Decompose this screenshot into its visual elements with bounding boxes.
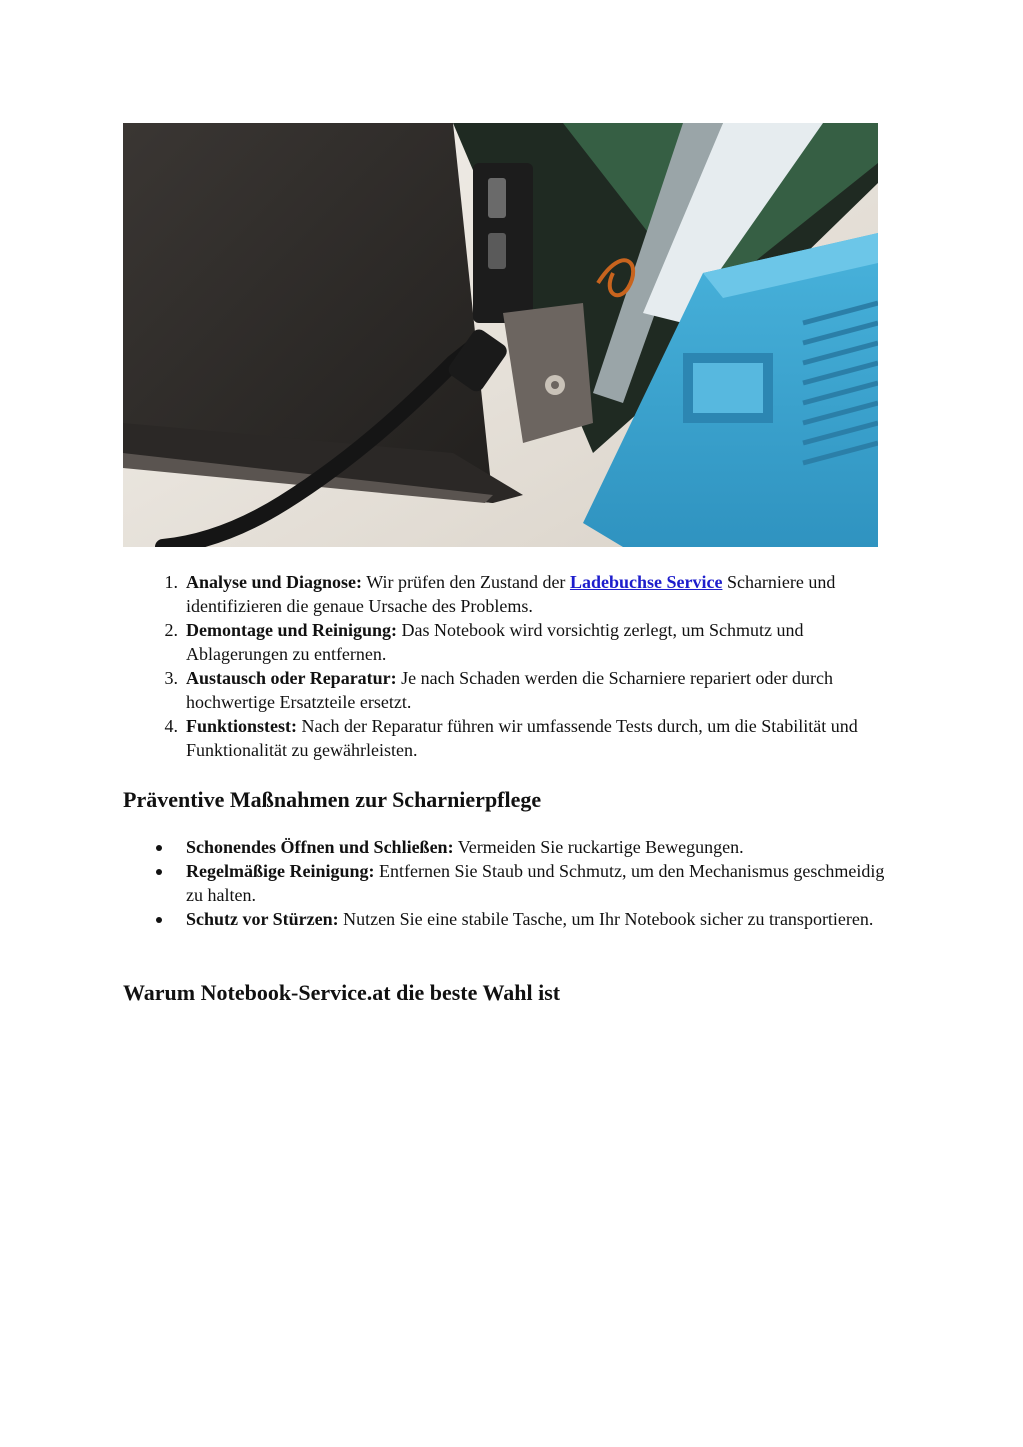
prevention-heading: Präventive Maßnahmen zur Scharnierpflege xyxy=(123,787,542,812)
list-item xyxy=(123,570,903,618)
prevention-list xyxy=(123,835,903,931)
bullet-icon xyxy=(156,869,162,875)
step-title: Demontage und Reinigung: xyxy=(186,620,398,640)
bullet-icon xyxy=(156,845,162,851)
bullet-text: Vermeiden Sie ruckartige Bewegungen. xyxy=(453,837,744,857)
bullet-title: Schonendes Öffnen und Schließen: xyxy=(186,837,454,857)
list-item xyxy=(123,907,903,931)
bullet-title: Schutz vor Stürzen: xyxy=(186,909,339,929)
step-text: Scharniere und identifizieren die genaue Ursache des Problems. xyxy=(186,572,836,616)
list-item xyxy=(123,666,903,714)
why-heading: Warum Notebook-Service.at die beste Wahl ist xyxy=(123,980,561,1005)
step-number: 3. xyxy=(164,668,178,688)
step-text: Das Notebook wird vorsichtig zerlegt, um Schmutz und Ablagerungen zu entfernen. xyxy=(186,620,804,664)
bullet-icon xyxy=(156,917,162,923)
step-title: Austausch oder Reparatur: xyxy=(186,668,397,688)
step-text: Nach der Reparatur führen wir umfassende Tests durch, um die Stabilität und Funktionalität zu gewährleisten. xyxy=(186,716,858,760)
list-item xyxy=(123,618,903,666)
bullet-text: Entfernen Sie Staub und Schmutz, um den Mechanismus geschmeidig zu halten. xyxy=(186,861,885,905)
photo-illustration xyxy=(123,123,878,547)
bullet-text: Nutzen Sie eine stabile Tasche, um Ihr Notebook sicher zu transportieren. xyxy=(338,909,874,929)
step-title: Analyse und Diagnose: xyxy=(186,572,363,592)
step-title: Funktionstest: xyxy=(186,716,298,736)
list-item xyxy=(123,859,903,907)
ladebuchse-service-link[interactable]: Ladebuchse Service xyxy=(569,572,723,592)
repair-steps-list xyxy=(123,570,903,762)
step-number: 1. xyxy=(164,572,178,592)
step-number: 4. xyxy=(164,716,178,736)
list-item xyxy=(123,714,903,762)
step-number: 2. xyxy=(164,620,178,640)
laptop-hinge-photo xyxy=(123,123,878,547)
bullet-title: Regelmäßige Reinigung: xyxy=(186,861,375,881)
list-item xyxy=(123,835,903,859)
step-text: Je nach Schaden werden die Scharniere repariert oder durch hochwertige Ersatzteile ersetzt. xyxy=(186,668,833,712)
step-text: Wir prüfen den Zustand der xyxy=(362,572,570,592)
